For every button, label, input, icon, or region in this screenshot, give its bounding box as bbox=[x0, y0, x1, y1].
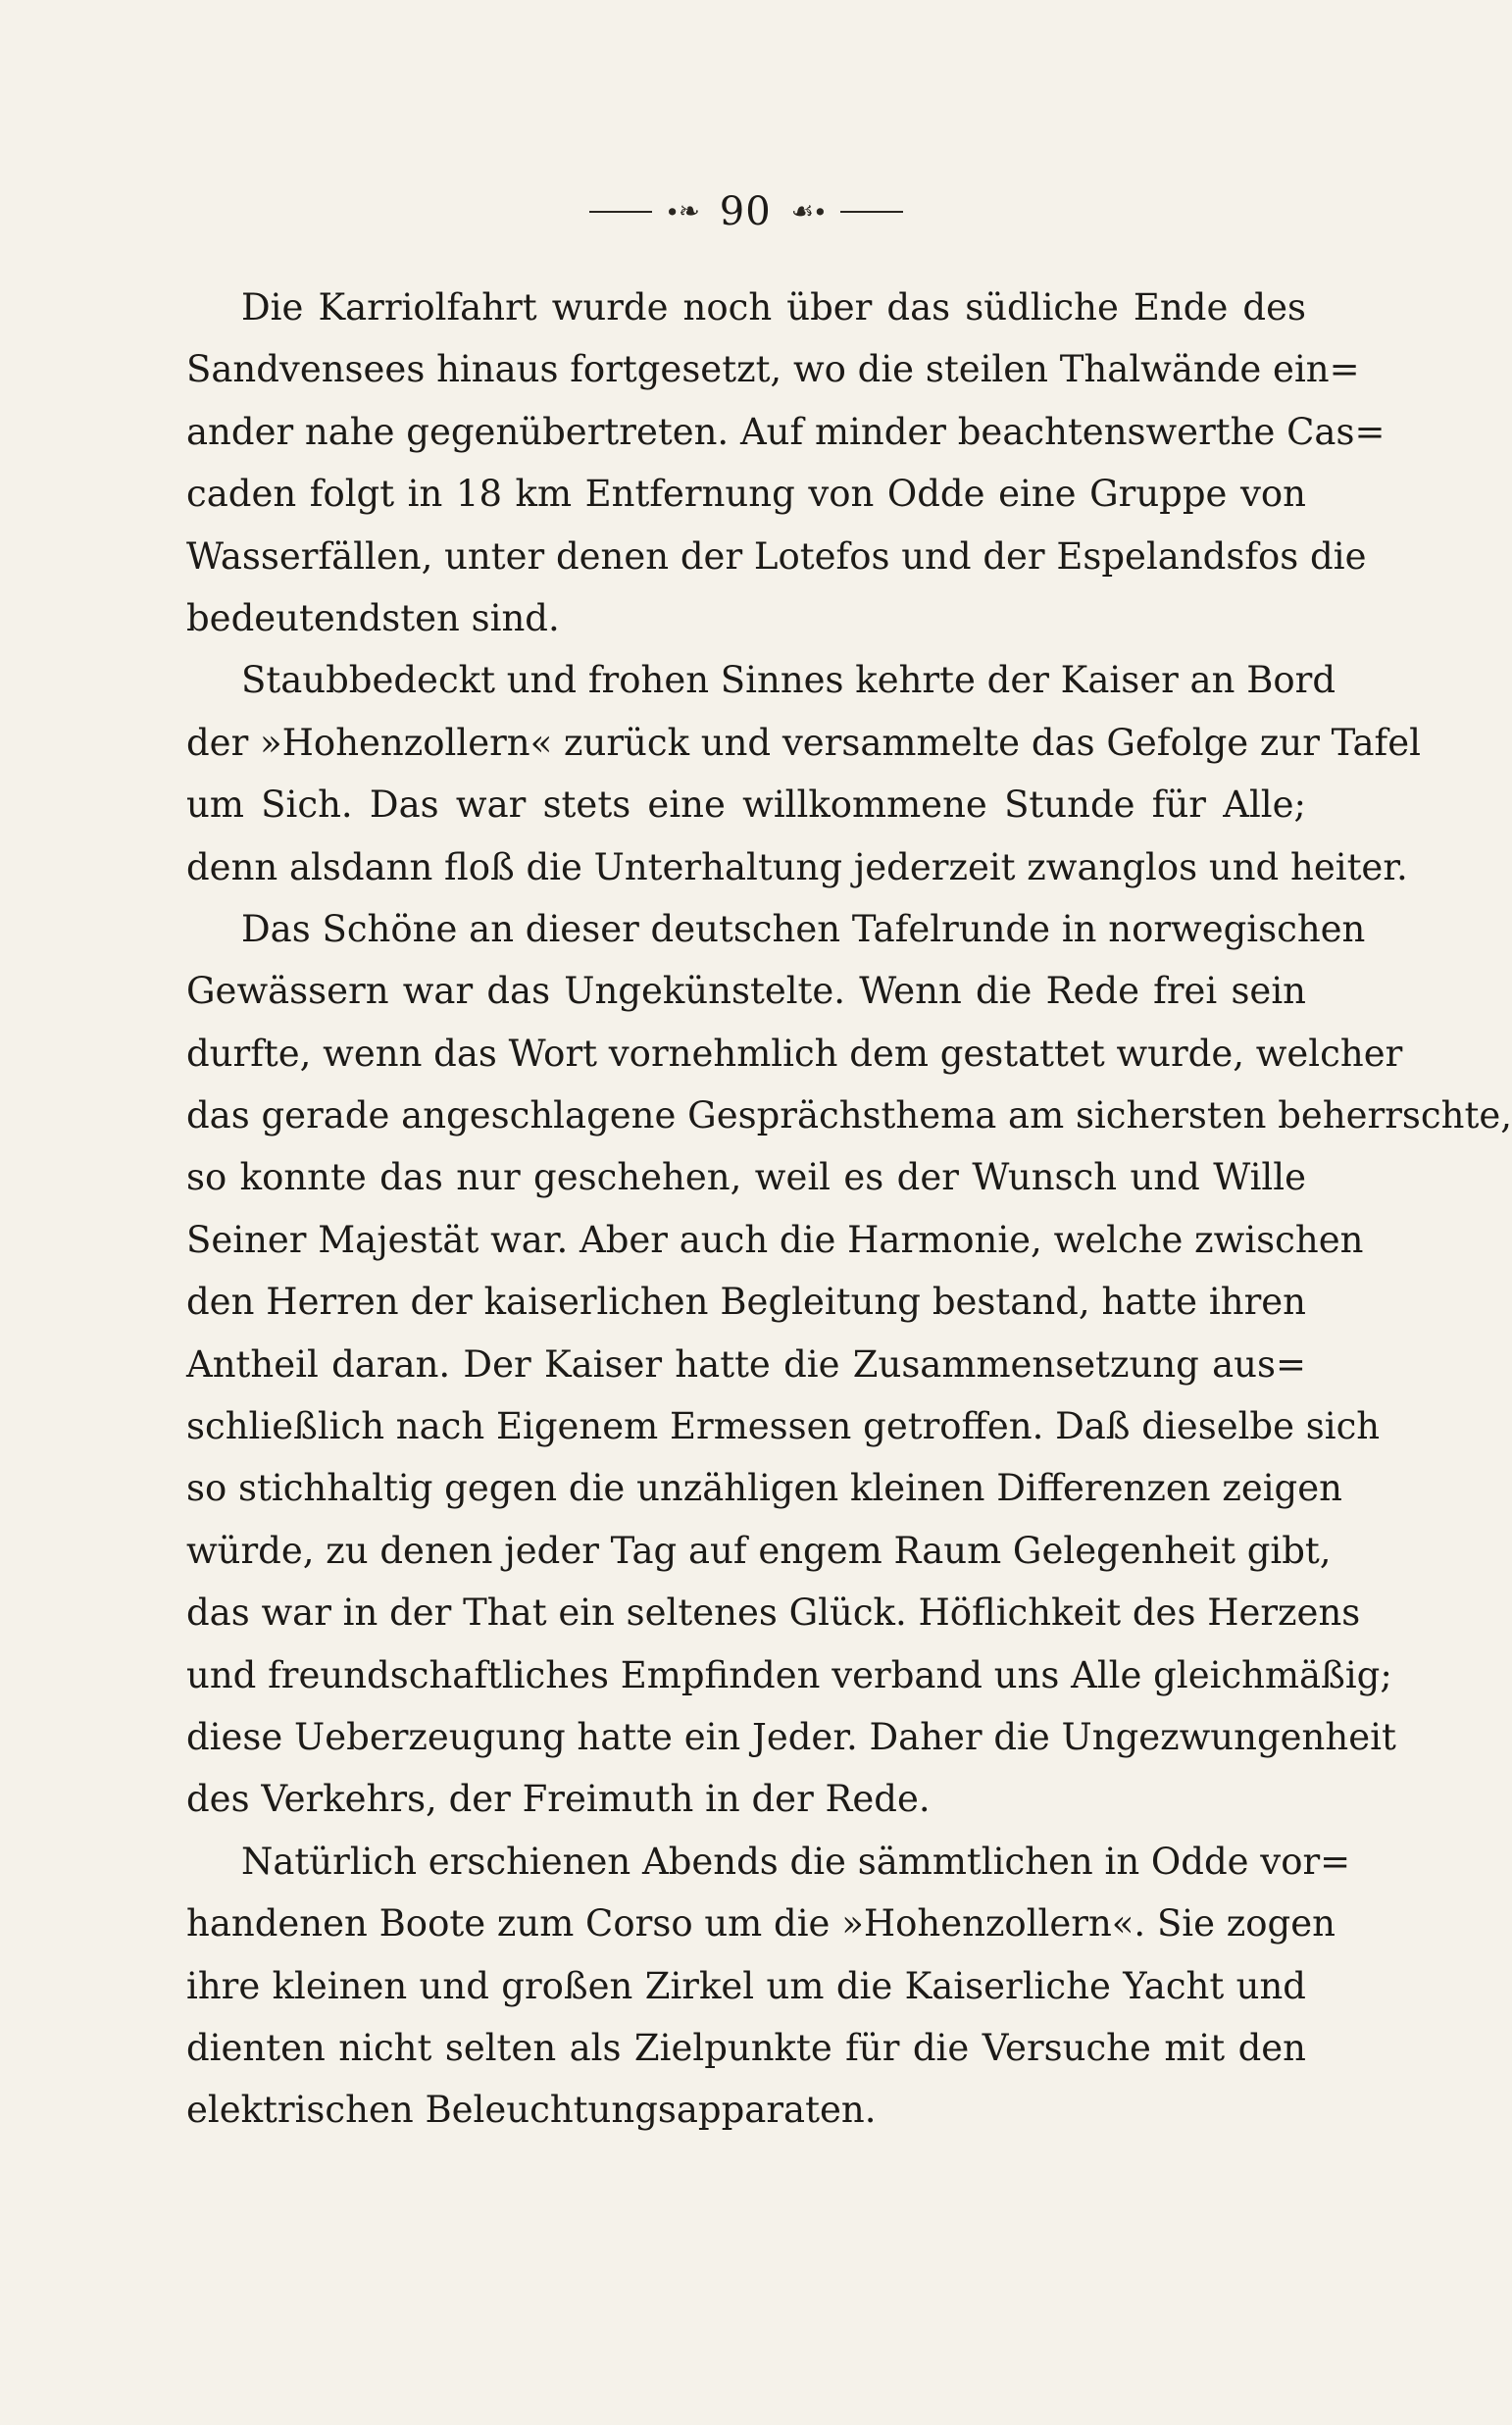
text-line: und freundschaftliches Empfinden verband uns Alle gleichmäßig; bbox=[186, 1653, 1392, 1696]
body-text bbox=[186, 277, 1512, 2142]
text-line: elektrischen Beleuchtungsapparaten. bbox=[186, 2089, 877, 2132]
text-line: Natürlich erschienen Abends die sämmtlichen in Odde vor= bbox=[241, 1840, 1351, 1883]
text-line: so konnte das nur geschehen, weil es der Wunsch und Wille bbox=[186, 1156, 1306, 1199]
text-line: ihre kleinen und großen Zirkel um die Kaiserliche Yacht und bbox=[186, 1964, 1306, 2007]
text-line: caden folgt in 18 km Entfernung von Odde eine Gruppe von bbox=[186, 473, 1306, 516]
header-rule-left bbox=[589, 211, 652, 213]
text-line: Antheil daran. Der Kaiser hatte die Zusammensetzung aus= bbox=[186, 1342, 1306, 1386]
text-line: schließlich nach Eigenem Ermessen getroffen. Daß dieselbe sich bbox=[186, 1405, 1381, 1448]
text-line: das gerade angeschlagene Gesprächsthema am sichersten beherrschte, bbox=[186, 1094, 1512, 1137]
text-line: Wasserfällen, unter denen der Lotefos und der Espelandsfos die bbox=[186, 534, 1367, 578]
text-line: so stichhaltig gegen die unzähligen kleinen Differenzen zeigen bbox=[186, 1467, 1342, 1510]
page-header bbox=[0, 188, 1492, 235]
ornament-left-icon: ∙❧ bbox=[666, 197, 700, 227]
text-line: das war in der That ein seltenes Glück. Höflichkeit des Herzens bbox=[186, 1591, 1361, 1635]
header-rule-right bbox=[840, 211, 903, 213]
text-line: der »Hohenzollern« zurück und versammelte das Gefolge zur Tafel bbox=[186, 721, 1421, 764]
text-line: handenen Boote zum Corso um die »Hohenzollern«. Sie zogen bbox=[186, 1902, 1336, 1945]
ornament-right-icon: ☙∙ bbox=[790, 197, 827, 227]
text-line: Seiner Majestät war. Aber auch die Harmonie, welche zwischen bbox=[186, 1218, 1364, 1261]
text-line: Die Karriolfahrt wurde noch über das südliche Ende des bbox=[241, 286, 1306, 328]
text-line: Sandvensees hinaus fortgesetzt, wo die steilen Thalwände ein= bbox=[186, 348, 1360, 391]
text-line: Das Schöne an dieser deutschen Tafelrunde in norwegischen bbox=[241, 907, 1366, 950]
text-line: Staubbedeckt und frohen Sinnes kehrte der Kaiser an Bord bbox=[241, 659, 1336, 702]
text-line: Gewässern war das Ungekünstelte. Wenn die Rede frei sein bbox=[186, 970, 1306, 1013]
text-line: durfte, wenn das Wort vornehmlich dem gestattet wurde, welcher bbox=[186, 1032, 1403, 1075]
text-line: den Herren der kaiserlichen Begleitung bestand, hatte ihren bbox=[186, 1281, 1306, 1324]
text-line: dienten nicht selten als Zielpunkte für die Versuche mit den bbox=[186, 2026, 1306, 2069]
page-number: 90 bbox=[719, 189, 772, 234]
text-line: diese Ueberzeugung hatte ein Jeder. Daher die Ungezwungenheit bbox=[186, 1715, 1396, 1758]
text-line: um Sich. Das war stets eine willkommene Stunde für Alle; bbox=[186, 783, 1306, 827]
text-line: bedeutendsten sind. bbox=[186, 596, 560, 639]
text-line: würde, zu denen jeder Tag auf engem Raum Gelegenheit gibt, bbox=[186, 1529, 1332, 1572]
text-line: denn alsdann floß die Unterhaltung jederzeit zwanglos und heiter. bbox=[186, 845, 1408, 888]
text-line: ander nahe gegenübertreten. Auf minder beachtenswerthe Cas= bbox=[186, 410, 1386, 453]
text-line: des Verkehrs, der Freimuth in der Rede. bbox=[186, 1778, 931, 1821]
